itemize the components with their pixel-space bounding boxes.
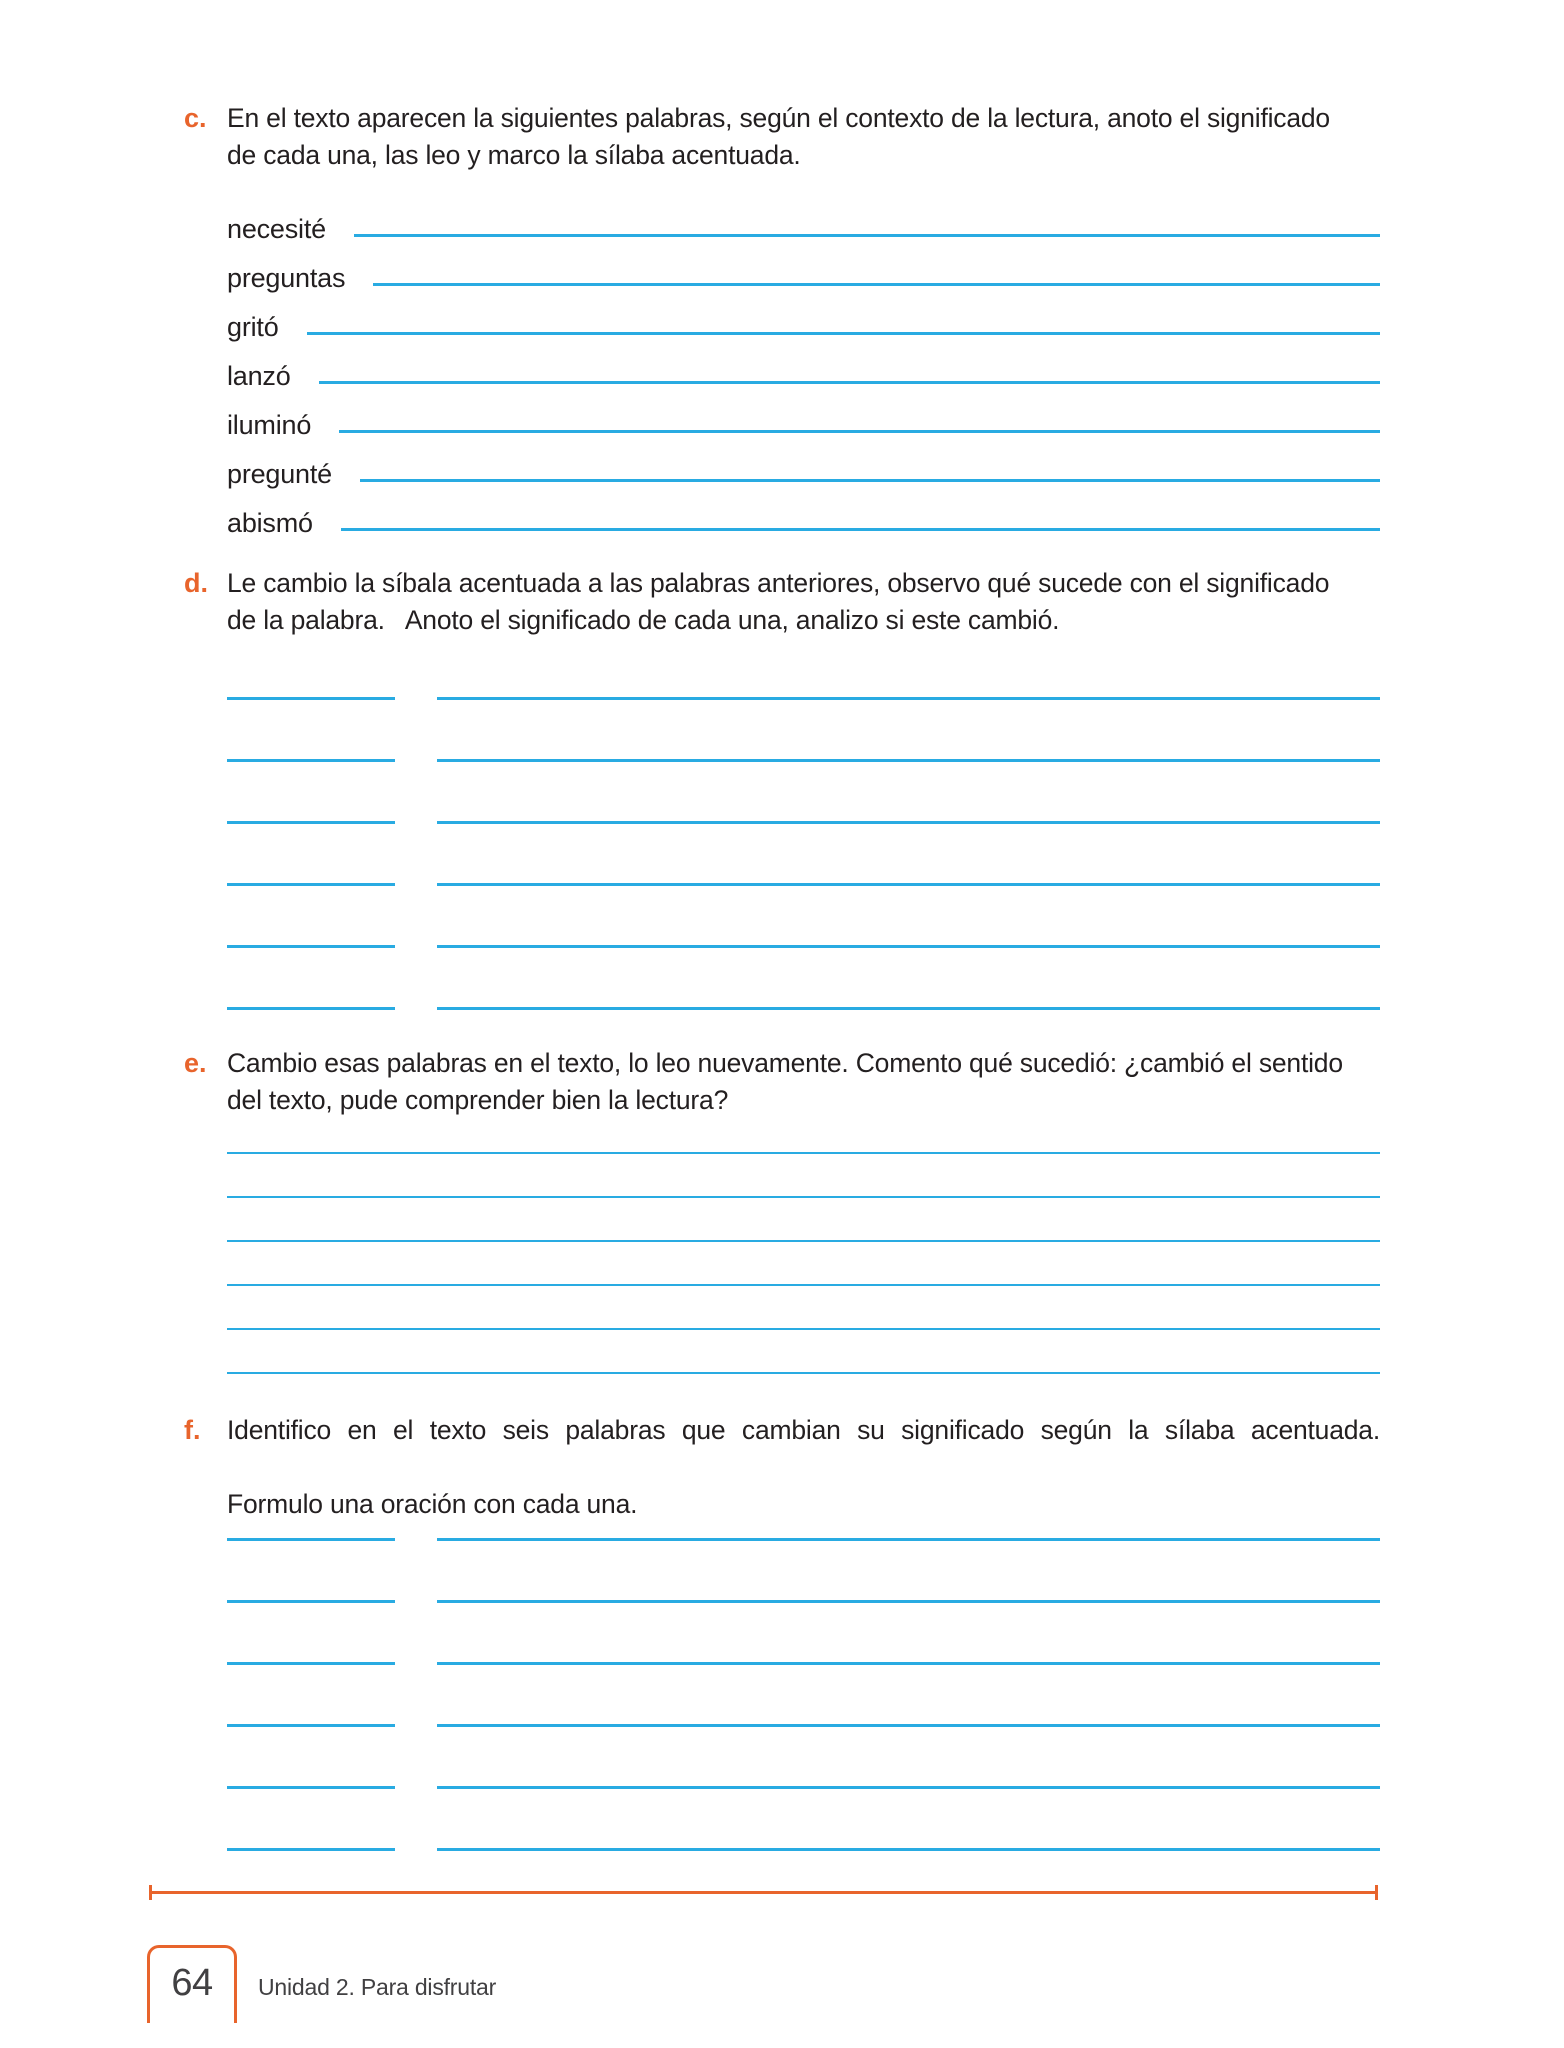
answer-line-long — [437, 945, 1380, 948]
answer-line-short — [227, 883, 395, 886]
section-f-text-line2: Formulo una oración con cada una. — [227, 1489, 638, 1519]
answer-line — [354, 234, 1380, 237]
word-row — [227, 343, 1380, 392]
answer-line-short — [227, 1007, 395, 1010]
word-row — [227, 294, 1380, 343]
word-label: necesité — [227, 214, 326, 244]
answer-row — [227, 1727, 1380, 1789]
word-label: gritó — [227, 312, 279, 342]
answer-line-full — [227, 1242, 1380, 1286]
section-d-text-line1: Le cambio la síbala acentuada a las palabras anteriores, observo qué sucede con el significado — [227, 568, 1330, 598]
answer-line-long — [437, 1848, 1380, 1851]
word-list — [227, 196, 1380, 539]
word-label: iluminó — [227, 410, 312, 440]
answer-line-long — [437, 697, 1380, 700]
word-label: lanzó — [227, 361, 291, 391]
answer-row — [227, 1665, 1380, 1727]
section-d-marker: d. — [184, 568, 208, 598]
answer-line-full — [227, 1330, 1380, 1374]
answer-line — [373, 283, 1380, 286]
section-c-marker: c. — [184, 103, 207, 133]
answer-line-long — [437, 883, 1380, 886]
footer-rule-left-tick — [149, 1885, 152, 1900]
section-c-text-line1: En el texto aparecen la siguientes palabras, según el contexto de la lectura, anoto el significado — [227, 103, 1330, 133]
answer-line-short — [227, 1662, 395, 1665]
answer-line-full — [227, 1198, 1380, 1242]
answer-line — [360, 479, 1380, 482]
answer-line — [307, 332, 1380, 335]
answer-line-short — [227, 821, 395, 824]
answer-line — [319, 381, 1380, 384]
word-row — [227, 196, 1380, 245]
answer-line-long — [437, 759, 1380, 762]
answer-row — [227, 824, 1380, 886]
section-d — [184, 565, 1380, 639]
word-row — [227, 245, 1380, 294]
answer-row — [227, 638, 1380, 700]
word-label: preguntas — [227, 263, 346, 293]
word-row — [227, 490, 1380, 539]
unit-label: Unidad 2. Para disfrutar — [258, 1974, 497, 2000]
answer-row — [227, 1479, 1380, 1541]
answer-line-long — [437, 1786, 1380, 1789]
answer-row — [227, 886, 1380, 948]
answer-row — [227, 1603, 1380, 1665]
section-e — [184, 1045, 1380, 1119]
section-e-answer-lines — [227, 1110, 1380, 1374]
answer-line-long — [437, 1724, 1380, 1727]
answer-line-short — [227, 1600, 395, 1603]
page-number: 64 — [171, 1962, 213, 2004]
section-e-text-line1: Cambio esas palabras en el texto, lo leo nuevamente. Comento qué sucedió: ¿cambió el sentido — [227, 1048, 1343, 1078]
answer-line-long — [437, 821, 1380, 824]
footer-rule — [149, 1891, 1378, 1894]
answer-line-long — [437, 1007, 1380, 1010]
answer-row — [227, 700, 1380, 762]
section-e-marker: e. — [184, 1048, 207, 1078]
section-f-text-line1: Identifico en el texto seis palabras que cambian su significado según la sílaba acentuada. — [227, 1415, 1380, 1445]
word-row — [227, 392, 1380, 441]
answer-line-full — [227, 1110, 1380, 1154]
footer-rule-right-tick — [1375, 1885, 1378, 1900]
answer-row — [227, 1789, 1380, 1851]
section-f-answer-rows — [227, 1479, 1380, 1851]
word-label: pregunté — [227, 459, 332, 489]
answer-line-short — [227, 759, 395, 762]
section-d-text-line2: de la palabra. Anoto el significado de cada una, analizo si este cambió. — [227, 605, 1060, 635]
answer-line-long — [437, 1662, 1380, 1665]
section-f-marker: f. — [184, 1415, 201, 1445]
section-c — [184, 100, 1380, 174]
word-label: abismó — [227, 508, 313, 538]
answer-line-short — [227, 1848, 395, 1851]
section-d-answer-rows — [227, 638, 1380, 1010]
answer-row — [227, 762, 1380, 824]
answer-line-short — [227, 697, 395, 700]
answer-row — [227, 948, 1380, 1010]
word-row — [227, 441, 1380, 490]
answer-line-short — [227, 1724, 395, 1727]
answer-line-short — [227, 1786, 395, 1789]
answer-line-long — [437, 1600, 1380, 1603]
answer-line-short — [227, 945, 395, 948]
answer-line — [339, 430, 1380, 433]
page-number-box — [147, 1945, 237, 2023]
answer-row — [227, 1541, 1380, 1603]
section-c-text-line2: de cada una, las leo y marco la sílaba acentuada. — [227, 140, 801, 170]
section-e-text-line2: del texto, pude comprender bien la lectura? — [227, 1085, 729, 1115]
answer-line-short — [227, 1538, 395, 1541]
answer-line — [341, 528, 1380, 531]
answer-line-full — [227, 1286, 1380, 1330]
answer-line-full — [227, 1154, 1380, 1198]
answer-line-long — [437, 1538, 1380, 1541]
